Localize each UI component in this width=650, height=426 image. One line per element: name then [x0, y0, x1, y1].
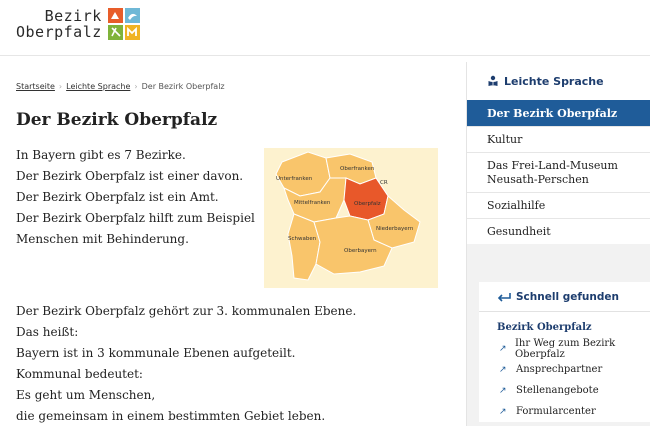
sidebar-item-der-bezirk-oberpfalz[interactable]: Der Bezirk Oberpfalz [467, 100, 650, 126]
bavaria-map-image [264, 148, 438, 288]
map-label-mittelfranken: Mittelfranken [294, 200, 331, 206]
page-title: Der Bezirk Oberpfalz [16, 110, 218, 130]
quick-link-stellenangebote[interactable] [479, 380, 650, 401]
map-label-schwaben: Schwaben [288, 236, 317, 242]
breadcrumb-separator: › [134, 82, 138, 91]
site-header [0, 0, 650, 56]
external-arrow-icon: ↗ [499, 385, 507, 396]
sidebar-item-sozialhilfe[interactable]: Sozialhilfe [467, 192, 650, 218]
breadcrumb [16, 82, 225, 91]
logo-line2: Oberpfalz [16, 23, 102, 41]
breadcrumb-home-link[interactable]: Startseite [16, 82, 55, 91]
map-label-niederbayern: Niederbayern [376, 226, 414, 232]
body-line: die gemeinsam in einem bestimmten Gebiet leben. [16, 409, 326, 423]
sidebar-item-kultur[interactable]: Kultur [467, 126, 650, 152]
intro-line: Menschen mit Behinderung. [16, 232, 189, 246]
intro-line: Der Bezirk Oberpfalz ist ein Amt. [16, 190, 219, 204]
body-line: Es geht um Menschen, [16, 388, 156, 402]
quick-link-formularcenter[interactable] [479, 401, 650, 422]
intro-line: Der Bezirk Oberpfalz ist einer davon. [16, 169, 244, 183]
map-label-cr: CR [380, 180, 388, 186]
external-arrow-icon: ↗ [499, 406, 507, 417]
breadcrumb-separator: › [58, 82, 63, 91]
quick-links-panel [479, 282, 650, 422]
sidebar-heading [467, 62, 650, 100]
external-arrow-icon: ↗ [499, 364, 507, 375]
body-line: Kommunal bedeutet: [16, 367, 143, 381]
quick-link-label: Formularcenter [516, 406, 596, 417]
return-arrow-icon [497, 292, 511, 302]
sidebar-item-gesundheit[interactable]: Gesundheit [467, 218, 650, 244]
bavaria-map [264, 148, 438, 288]
sidebar-nav-panel [467, 62, 650, 244]
sidebar-heading-label: Leichte Sprache [504, 74, 604, 88]
body-line: Das heißt: [16, 325, 79, 339]
leichte-sprache-icon [487, 75, 499, 87]
intro-text [16, 145, 256, 250]
quick-link-label: Stellenangebote [516, 385, 599, 396]
quick-links-subheading: Bezirk Oberpfalz [497, 322, 592, 333]
body-text [16, 301, 436, 426]
breadcrumb-current: Der Bezirk Oberpfalz [141, 82, 225, 91]
quick-links-heading [479, 282, 650, 312]
quick-link-ihr-weg[interactable] [479, 338, 650, 359]
external-arrow-icon: ↗ [499, 343, 507, 354]
sidebar [466, 62, 650, 426]
logo-line1: Bezirk [44, 7, 102, 25]
quick-link-ansprechpartner[interactable] [479, 359, 650, 380]
site-logo[interactable] [16, 8, 140, 40]
breadcrumb-section-link[interactable]: Leichte Sprache [66, 82, 131, 91]
body-line: Bayern ist in 3 kommunale Ebenen aufgeteilt. [16, 346, 296, 360]
body-line: Der Bezirk Oberpfalz gehört zur 3. kommunalen Ebene. [16, 304, 357, 318]
logo-text [16, 8, 102, 40]
map-label-unterfranken: Unterfranken [276, 176, 313, 182]
intro-line: In Bayern gibt es 7 Bezirke. [16, 148, 186, 162]
sidebar-item-freiland-museum[interactable]: Das Frei-Land-Museum Neusath-Perschen [467, 152, 650, 192]
logo-mark-icon [108, 8, 140, 40]
quick-link-label: Ihr Weg zum Bezirk Oberpfalz [514, 337, 616, 360]
map-label-oberfranken: Oberfranken [340, 166, 375, 172]
intro-line: Der Bezirk Oberpfalz hilft zum Beispiel [16, 211, 255, 225]
map-label-oberpfalz: Oberpfalz [354, 201, 381, 207]
quick-links-heading-label: Schnell gefunden [516, 290, 619, 303]
map-label-oberbayern: Oberbayern [344, 248, 377, 254]
main-content [16, 56, 456, 426]
quick-link-label: Ansprechpartner [516, 364, 603, 375]
